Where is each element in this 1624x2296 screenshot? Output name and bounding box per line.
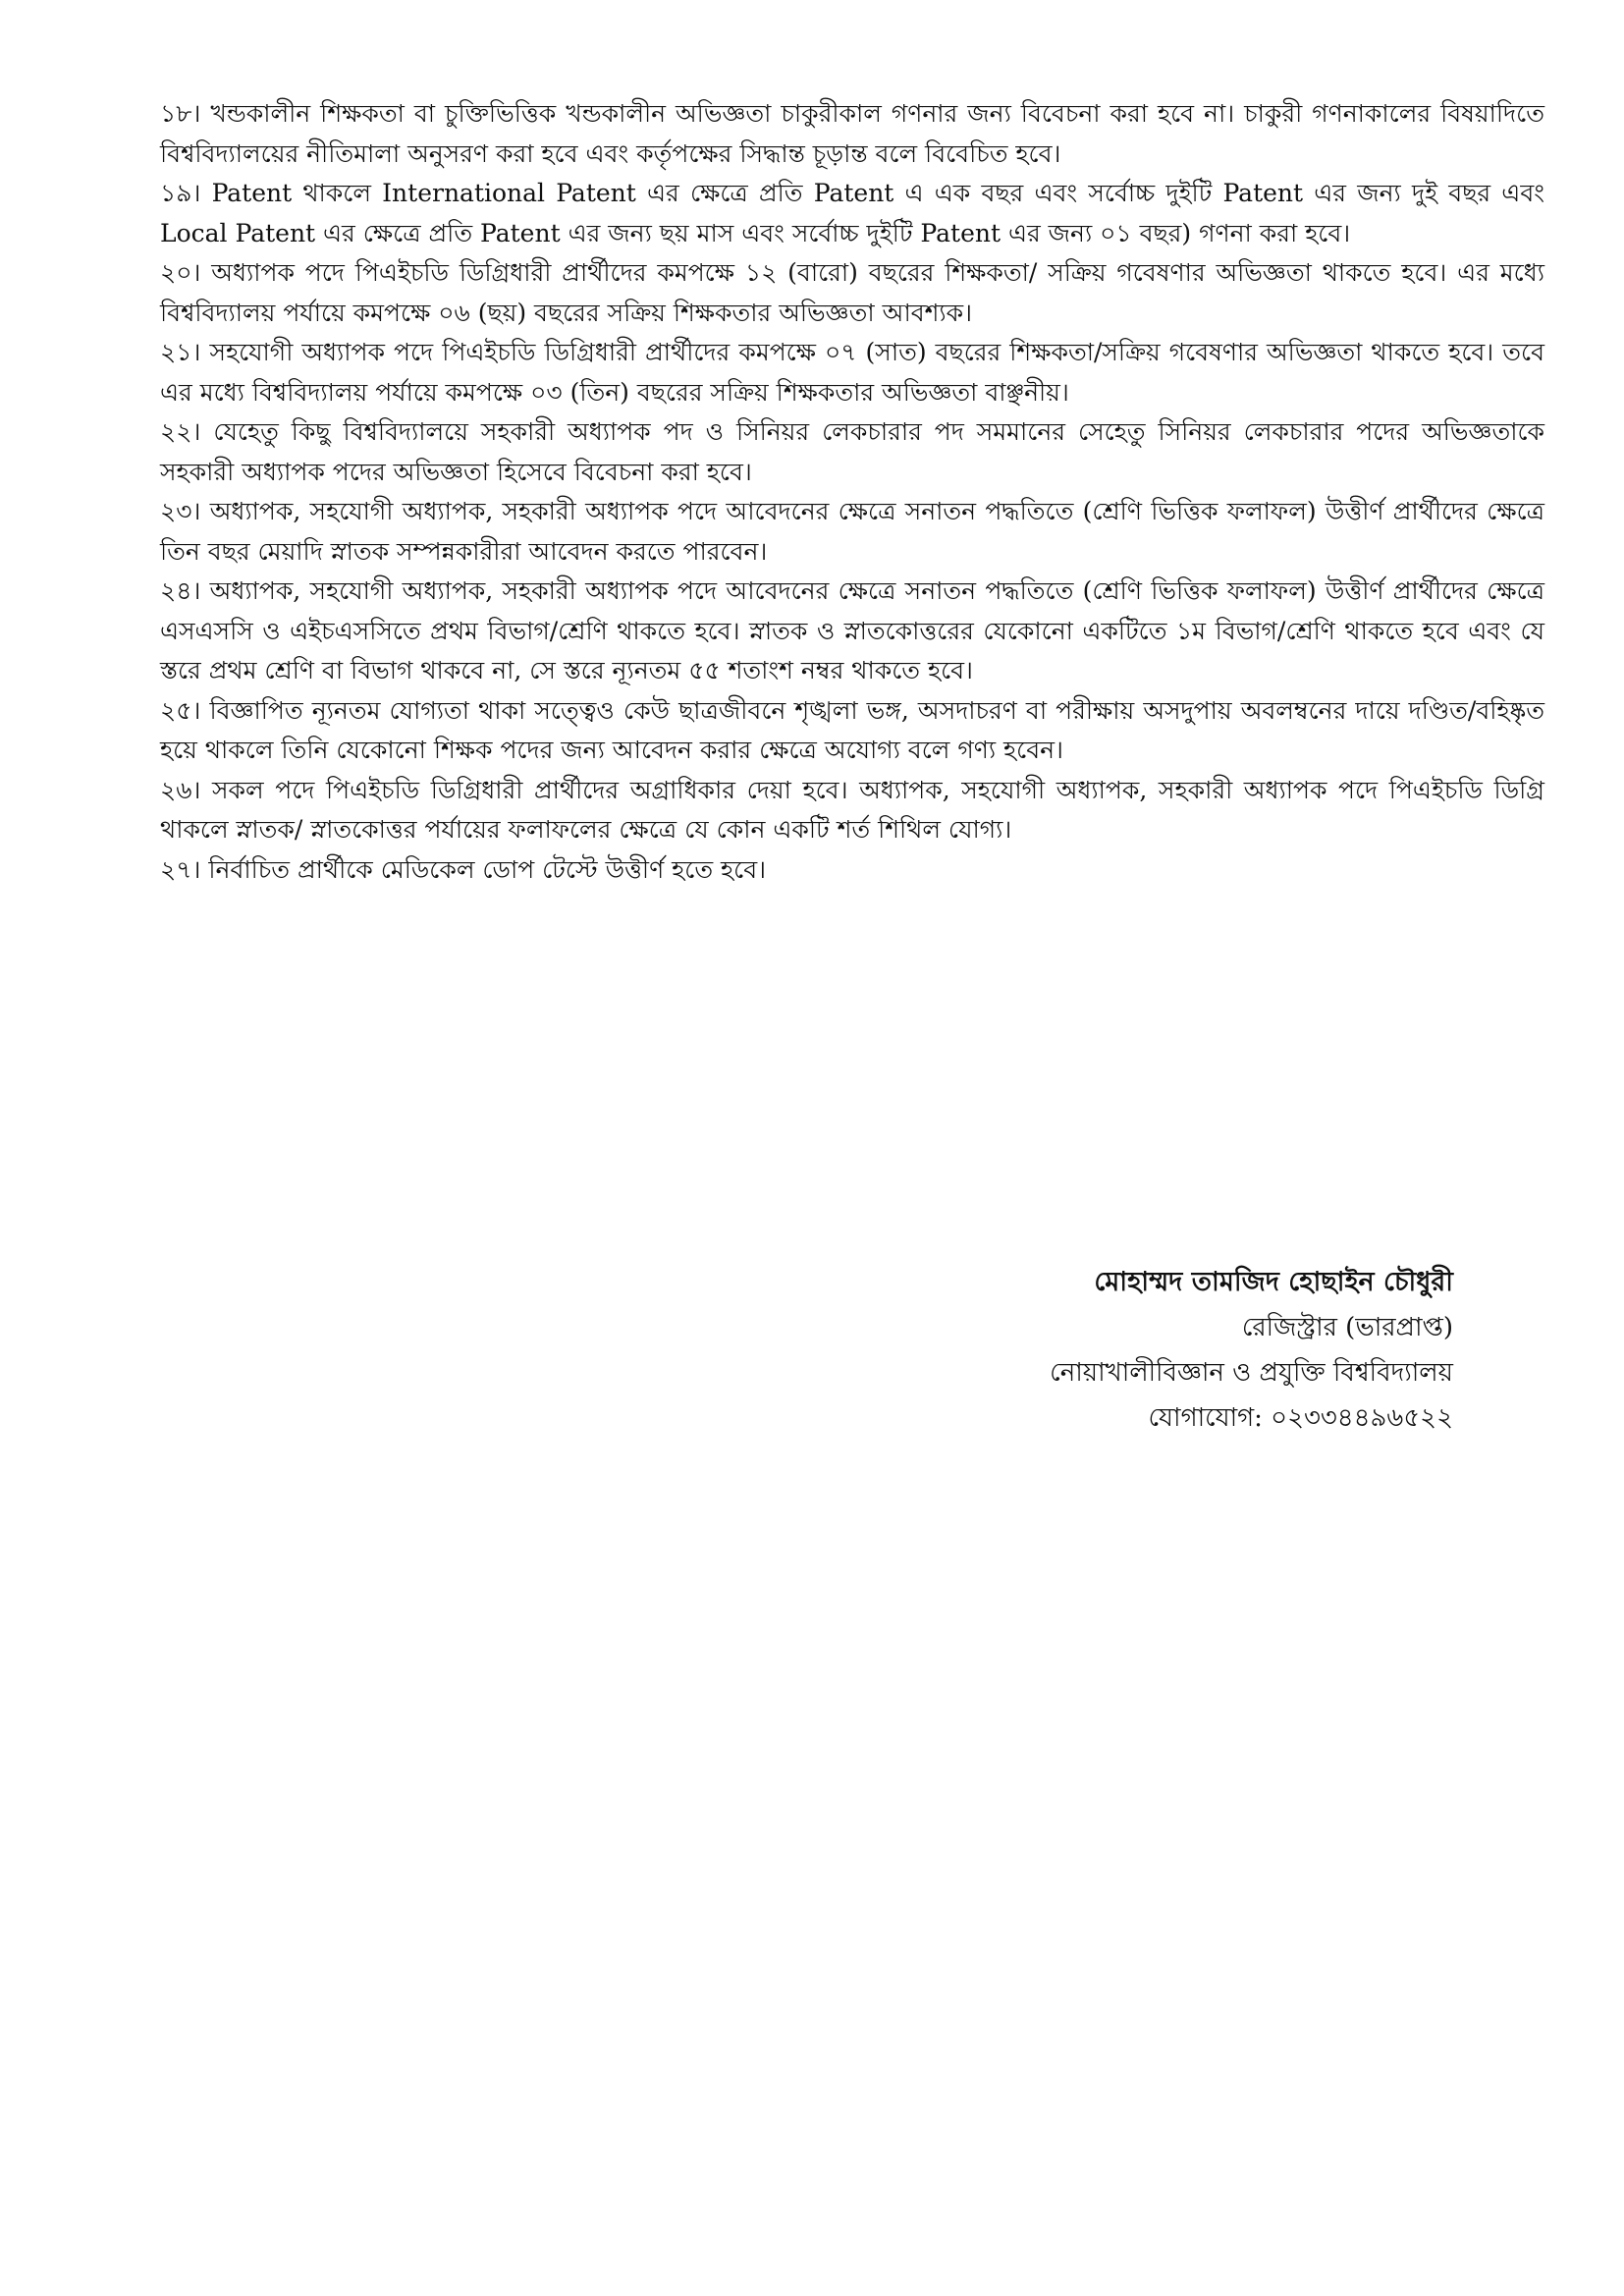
clause-20: ২০। অধ্যাপক পদে পিএইচডি ডিগ্রিধারী প্রার্থীদের কমপক্ষে ১২ (বারো) বছরের শিক্ষকতা/ সক্রিয় গবেষণার অভিজ্ঞতা থাকতে হবে। এর মধ্যে বিশ্ববিদ্যালয় পর্যায়ে কমপক্ষে ০৬ (ছয়) বছরের সক্রিয় শিক্ষকতার অভিজ্ঞতা আবশ্যক। <box>160 258 1544 327</box>
clause-25: ২৫। বিজ্ঞাপিত ন্যূনতম যোগ্যতা থাকা সত্ত্বেও কেউ ছাত্রজীবনে শৃঙ্খলা ভঙ্গ, অসদাচরণ বা পরীক্ষায় অসদুপায় অবলম্বনের দায়ে দণ্ডিত/বহিষ্কৃত হয়ে থাকলে তিনি যেকোনো শিক্ষক পদের জন্য আবেদন করার ক্ষেত্রে অযোগ্য বলে গণ্য হবেন। <box>160 695 1544 764</box>
clause-24: ২৪। অধ্যাপক, সহযোগী অধ্যাপক, সহকারী অধ্যাপক পদে আবেদনের ক্ষেত্রে সনাতন পদ্ধতিতে (শ্রেণি ভিত্তিক ফলাফল) উত্তীর্ণ প্রার্থীদের ক্ষেত্রে এসএসসি ও এইচএসসিতে প্রথম বিভাগ/শ্রেণি থাকতে হবে। স্নাতক ও স্নাতকোত্তরের যেকোনো একটিতে ১ম বিভাগ/শ্রেণি থাকতে হবে এবং যে স্তরে প্রথম শ্রেণি বা বিভাগ থাকবে না, সে স্তরে ন্যূনতম ৫৫ শতাংশ নম্বর থাকতে হবে। <box>160 576 1544 684</box>
signatory-name: মোহাম্মদ তামজিদ হোছাইন চৌধুরী <box>1094 1267 1453 1297</box>
clause-18: ১৮। খন্ডকালীন শিক্ষকতা বা চুক্তিভিত্তিক খন্ডকালীন অভিজ্ঞতা চাকুরীকাল গণনার জন্য বিবেচনা করা হবে না। চাকুরী গণনাকালের বিষয়াদিতে বিশ্ববিদ্যালয়ের নীতিমালা অনুসরণ করা হবে এবং কর্তৃপক্ষের সিদ্ধান্ত চূড়ান্ত বলে বিবেচিত হবে। <box>160 99 1544 168</box>
signatory-institution: নোয়াখালীবিজ্ঞান ও প্রযুক্তি বিশ্ববিদ্যালয় <box>1050 1358 1453 1388</box>
clause-19: ১৯। Patent থাকলে International Patent এর ক্ষেত্রে প্রতি Patent এ এক বছর এবং সর্বোচ্চ দুইটি Patent এর জন্য দুই বছর এবং Local Patent এর ক্ষেত্রে প্রতি Patent এর জন্য ছয় মাস এবং সর্বোচ্চ দুইটি Patent এর জন্য ০১ বছর) গণনা করা হবে। <box>160 179 1544 247</box>
signatory-designation: রেজিস্ট্রার (ভারপ্রাপ্ত) <box>1241 1313 1453 1342</box>
clause-list <box>160 94 1544 890</box>
signature-block <box>943 1260 1453 1441</box>
clause-23: ২৩। অধ্যাপক, সহযোগী অধ্যাপক, সহকারী অধ্যাপক পদে আবেদনের ক্ষেত্রে সনাতন পদ্ধতিতে (শ্রেণি ভিত্তিক ফলাফল) উত্তীর্ণ প্রার্থীদের ক্ষেত্রে তিন বছর মেয়াদি স্নাতক সম্পন্নকারীরা আবেদন করতে পারবেন। <box>160 497 1544 566</box>
clause-27: ২৭। নির্বাচিত প্রার্থীকে মেডিকেল ডোপ টেস্টে উত্তীর্ণ হতে হবে। <box>160 854 767 884</box>
clause-26: ২৬। সকল পদে পিএইচডি ডিগ্রিধারী প্রার্থীদের অগ্রাধিকার দেয়া হবে। অধ্যাপক, সহযোগী অধ্যাপক, সহকারী অধ্যাপক পদে পিএইচডি ডিগ্রি থাকলে স্নাতক/ স্নাতকোত্তর পর্যায়ের ফলাফলের ক্ষেত্রে যে কোন একটি শর্ত শিথিল যোগ্য। <box>160 775 1544 844</box>
clause-21: ২১। সহযোগী অধ্যাপক পদে পিএইচডি ডিগ্রিধারী প্রার্থীদের কমপক্ষে ০৭ (সাত) বছরের শিক্ষকতা/সক্রিয় গবেষণার অভিজ্ঞতা থাকতে হবে। তবে এর মধ্যে বিশ্ববিদ্যালয় পর্যায়ে কমপক্ষে ০৩ (তিন) বছরের সক্রিয় শিক্ষকতার অভিজ্ঞতা বাঞ্ছনীয়। <box>160 338 1544 407</box>
signatory-contact: যোগাযোগ: ০২৩৩৪৪৯৬৫২২ <box>1148 1403 1453 1433</box>
clause-22: ২২। যেহেতু কিছু বিশ্ববিদ্যালয়ে সহকারী অধ্যাপক পদ ও সিনিয়র লেকচারার পদ সমমানের সেহেতু সিনিয়র লেকচারার পদের অভিজ্ঞতাকে সহকারী অধ্যাপক পদের অভিজ্ঞতা হিসেবে বিবেচনা করা হবে। <box>160 417 1544 486</box>
